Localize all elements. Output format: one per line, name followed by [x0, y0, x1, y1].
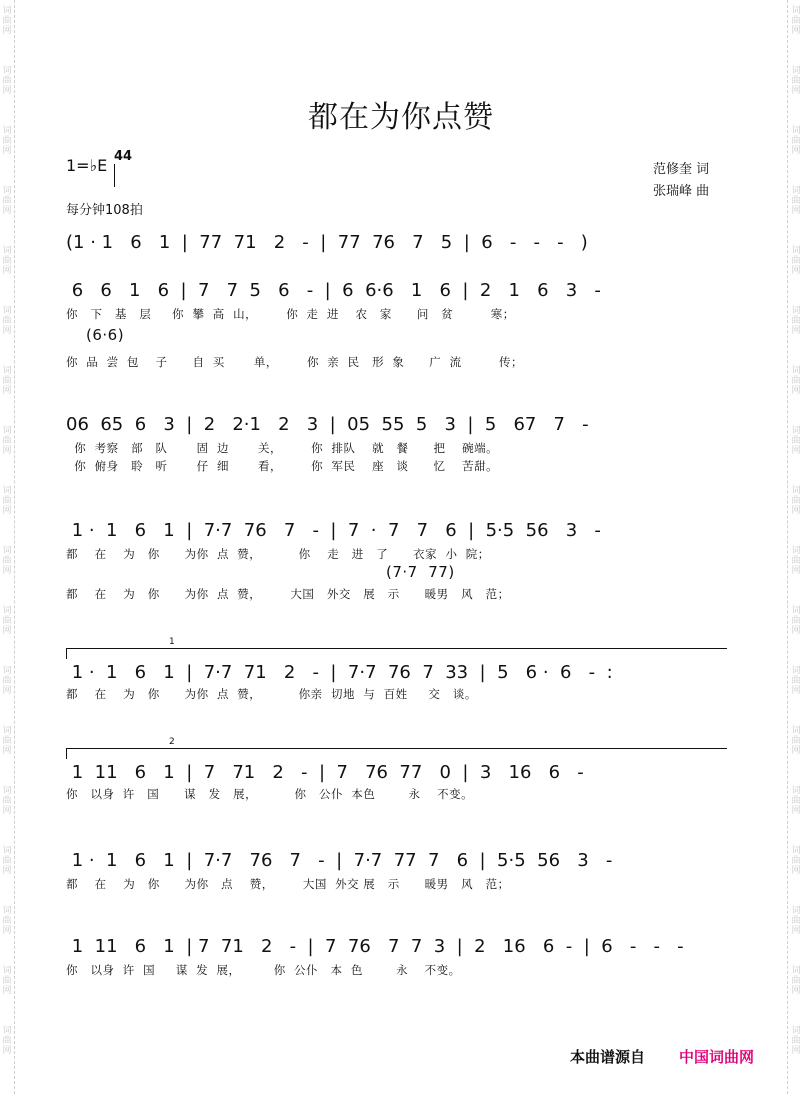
watermark-text: 词 曲 网	[2, 786, 12, 816]
lyric-line: 你 下 基 层 你 攀 高 山， 你 走 进 农 家 问 贫 寒；	[66, 307, 515, 321]
watermark-text: 词 曲 网	[2, 846, 12, 876]
watermark-text: 词 曲 网	[791, 426, 801, 456]
watermark-text: 词 曲 网	[2, 426, 12, 456]
lyric-line: 你 考察 部 队 固 边 关， 你 排队 就 餐 把 碗端。	[66, 441, 499, 455]
notes-line: 1 · 1 6 1 | 7·7 76 7 - | 7 · 7 7 6 | 5·5 56 3 -	[66, 520, 601, 541]
score-system-3	[66, 414, 730, 440]
time-signature: 4 4	[114, 150, 126, 163]
watermark-text: 词 曲 网	[791, 306, 801, 336]
watermark-text: 词 曲 网	[2, 66, 12, 96]
notes-line: 1 11 6 1 | 7 71 2 - | 7 76 77 0 | 3 16 6 -	[66, 762, 584, 783]
watermark-text: 词 曲 网	[2, 6, 12, 36]
right-watermark-strip	[787, 0, 802, 1094]
lyric-line: 都 在 为 你 为你 点 赞， 大国 外交 展 示 暖男 风 范；	[66, 877, 510, 891]
notes-line: 1 · 1 6 1 | 7·7 76 7 - | 7·7 77 7 6 | 5·5 56 3 -	[66, 850, 613, 871]
notes-line: 1 · 1 6 1 | 7·7 71 2 - | 7·7 76 7 33 | 5 6 · 6 - :	[66, 662, 613, 683]
lyric-line: 都 在 为 你 为你 点 赞， 大国 外交 展 示 暖男 风 范；	[66, 587, 510, 601]
composer-credit: 张瑞峰 曲	[653, 184, 710, 199]
watermark-text: 词 曲 网	[791, 366, 801, 396]
site-name-link[interactable]: 中国词曲网	[679, 1048, 755, 1066]
watermark-text: 词 曲 网	[791, 6, 801, 36]
score-system-6	[66, 762, 730, 788]
watermark-text: 词 曲 网	[791, 666, 801, 696]
watermark-text: 词 曲 网	[791, 846, 801, 876]
watermark-text: 词 曲 网	[2, 906, 12, 936]
first-ending-bracket: 1	[66, 648, 727, 659]
score-system-8	[66, 936, 730, 962]
watermark-text: 词 曲 网	[791, 486, 801, 516]
watermark-text: 词 曲 网	[791, 1026, 801, 1056]
watermark-text: 词 曲 网	[791, 606, 801, 636]
lyricist-credit: 范修奎 词	[653, 162, 710, 177]
tempo-marking: 每分钟108拍	[66, 203, 143, 218]
watermark-text: 词 曲 网	[791, 126, 801, 156]
watermark-text: 词 曲 网	[2, 606, 12, 636]
score-system-5	[66, 662, 730, 688]
watermark-text: 词 曲 网	[2, 966, 12, 996]
watermark-text: 词 曲 网	[2, 306, 12, 336]
watermark-text: 词 曲 网	[791, 66, 801, 96]
score-system-7	[66, 850, 730, 876]
song-title: 都在为你点赞	[308, 100, 494, 135]
key-signature: 1=♭E	[66, 156, 108, 175]
watermark-text: 词 曲 网	[2, 1026, 12, 1056]
watermark-text: 词 曲 网	[791, 906, 801, 936]
score-system-2	[66, 280, 730, 306]
notes-line: 1 11 6 1 | 7 71 2 - | 7 76 7 7 3 | 2 16 6 - | 6 - - -	[66, 936, 684, 957]
lyric-line: 你 以身 许 国 谋 发 展， 你 公仆 本色 永 不变。	[66, 787, 474, 801]
watermark-text: 词 曲 网	[2, 186, 12, 216]
score-system-1	[66, 232, 730, 258]
lyric-line: 都 在 为 你 为你 点 赞， 你 走 进 了 衣家 小 院；	[66, 547, 490, 561]
watermark-text: 词 曲 网	[791, 786, 801, 816]
second-ending-bracket: 2	[66, 748, 727, 759]
left-watermark-strip	[0, 0, 15, 1094]
watermark-text: 词 曲 网	[791, 726, 801, 756]
watermark-text: 词 曲 网	[2, 666, 12, 696]
source-label: 本曲谱源自	[570, 1048, 646, 1066]
watermark-text: 词 曲 网	[2, 246, 12, 276]
lyric-line: 你 品 尝 包 子 自 买 单， 你 亲 民 形 象 广 流 传；	[66, 355, 524, 369]
watermark-text: 词 曲 网	[791, 186, 801, 216]
lyric-line: 你 以身 许 国 谋 发 展， 你 公仆 本 色 永 不变。	[66, 963, 461, 977]
notes-line: 06 65 6 3 | 2 2·1 2 3 | 05 55 5 3 | 5 67 7 -	[66, 414, 589, 435]
watermark-text: 词 曲 网	[2, 486, 12, 516]
watermark-text: 词 曲 网	[791, 246, 801, 276]
watermark-text: 词 曲 网	[2, 726, 12, 756]
watermark-text: 词 曲 网	[791, 546, 801, 576]
alt-notes: (6·6)	[86, 326, 125, 344]
watermark-text: 词 曲 网	[2, 546, 12, 576]
notes-line: 6 6 1 6 | 7 7 5 6 - | 6 6·6 1 6 | 2 1 6 3 -	[66, 280, 601, 301]
lyric-line: 都 在 为 你 为你 点 赞， 你亲 切地 与 百姓 交 谈。	[66, 687, 477, 701]
notes-line: (1 · 1 6 1 | 77 71 2 - | 77 76 7 5 | 6 - - - )	[66, 232, 588, 253]
watermark-text: 词 曲 网	[791, 966, 801, 996]
alt-notes: (7·7 77)	[386, 563, 455, 581]
score-system-4	[66, 520, 730, 546]
watermark-text: 词 曲 网	[2, 126, 12, 156]
watermark-text: 词 曲 网	[2, 366, 12, 396]
lyric-line: 你 俯身 聆 听 仔 细 看， 你 军民 座 谈 忆 苦甜。	[66, 459, 499, 473]
